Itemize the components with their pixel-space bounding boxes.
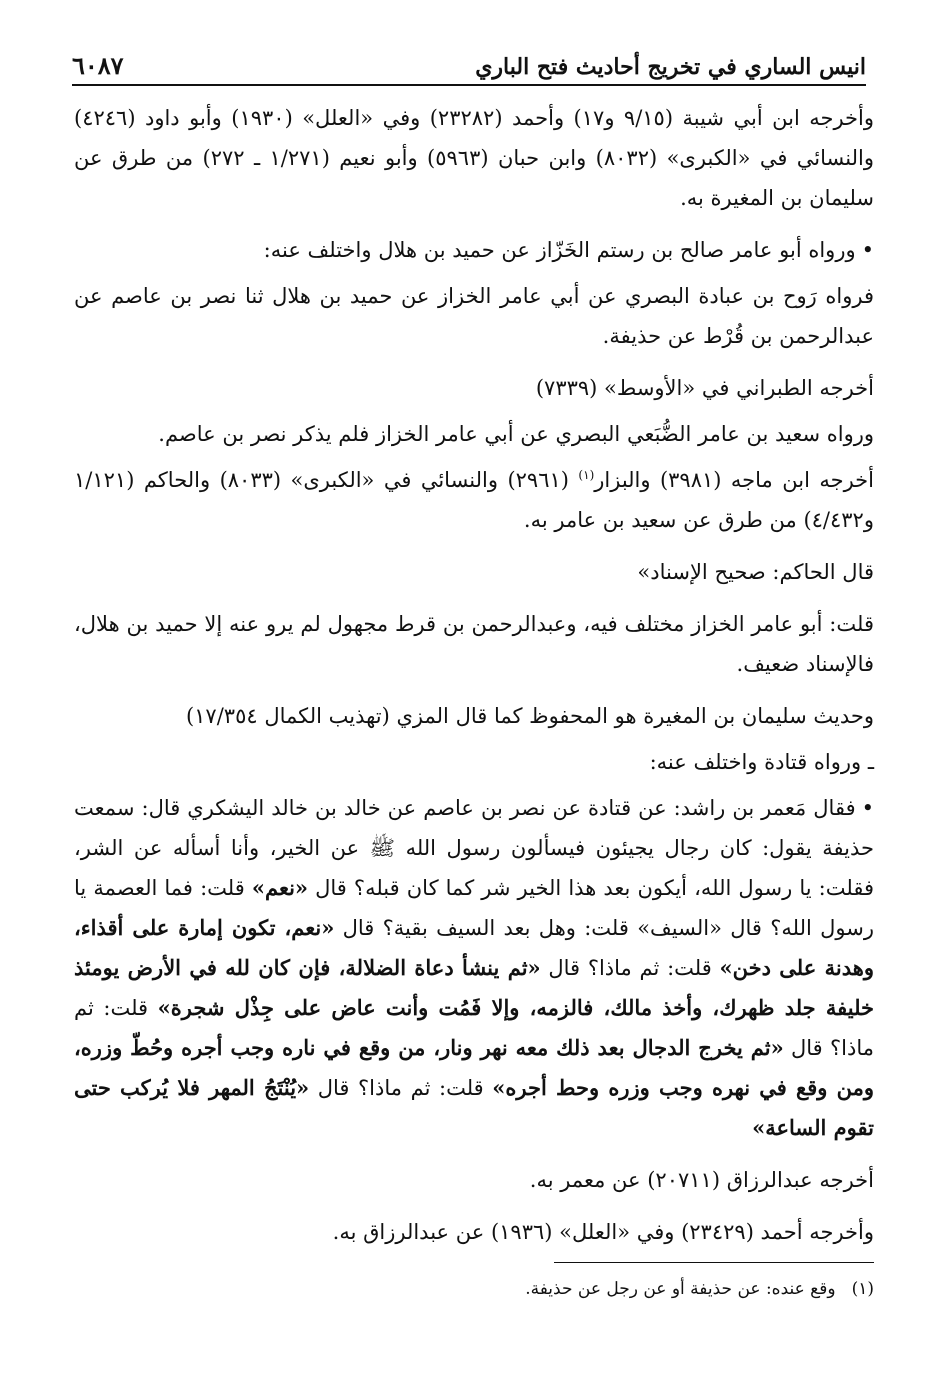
footnote-divider: [554, 1262, 874, 1263]
book-title: انيس الساري في تخريج أحاديث فتح الباري: [475, 54, 866, 80]
paragraph-9: وحديث سليمان بن المغيرة هو المحفوظ كما قال المزي (تهذيب الكمال ١٧/٣٥٤): [185, 704, 874, 728]
paragraph-1: وأخرجه ابن أبي شيبة (٩/١٥ و١٧) وأحمد (٢٣٢٨٢) وفي «العلل» (١٩٣٠) وأبو داود (٤٢٤٦) والنسائي في «الكبرى» (٨٠٣٢) وابن حبان (٥٩٦٣) وأبو نعيم (١/٢٧١ ـ ٢٧٢) من طرق عن سليمان بن المغيرة به.: [74, 106, 875, 210]
paragraph-6: [74, 460, 874, 540]
paragraph-4: أخرجه الطبراني في «الأوسط» (٧٣٣٩): [535, 376, 874, 400]
paragraph-6-part-b: (٢٩٦١) والنسائي في «الكبرى» (٨٠٣٣) والحاكم (١/١٢١ و٤/٤٣٢) من طرق عن سعيد بن عامر به.: [74, 468, 874, 532]
footnote-ref[interactable]: (١): [578, 468, 595, 482]
paragraph-13: وأخرجه أحمد (٢٣٤٢٩) وفي «العلل» (١٩٣٦) عن عبدالرزاق به.: [332, 1220, 874, 1244]
footnote: [74, 1275, 874, 1303]
hadith-intro: فقال مَعمر بن راشد: عن قتادة عن نصر بن عاصم عن خالد بن خالد اليشكري قال: سمعت حذيفة يقول: كان رجال يجيئون فيسألون رسول الله ﷺ عن الخير، وأنا أسأله عن الشر، فقلت: يا رسول الله، أيكون بعد هذا الخير شر كما كان قبله؟ قال: [74, 796, 874, 900]
bullet-icon: •: [861, 796, 874, 820]
paragraph-6-part-a: أخرجه ابن ماجه (٣٩٨١) والبزار: [594, 468, 874, 492]
paragraph-5: ورواه سعيد بن عامر الضُّبَعي البصري عن أبي عامر الخزاز فلم يذكر نصر بن عاصم.: [158, 422, 874, 446]
hadith-quote: «نعم»: [251, 875, 309, 900]
paragraph-12: أخرجه عبدالرزاق (٢٠٧١١) عن معمر به.: [529, 1168, 874, 1192]
hadith-quote: «ثم ينشأ دعاة الضلالة، فإن كان لله في الأرض يومئذ خليفة جلد ظهرك، وأخذ مالك، فالزمه، وإلا فَمُت وأنت عاض على جِذْل شجرة»: [74, 955, 875, 1020]
hadith-question: قلت: ثم ماذا؟ قال: [540, 956, 720, 980]
hadith-quote: «ثم يخرج الدجال بعد ذلك معه نهر ونار، من وقع في ناره وجب أجره وحُطّ وزره، ومن وقع في نهره وجب وزره وحط أجره»: [74, 1035, 874, 1100]
footnote-text: وقع عنده: عن حذيفة أو عن رجل عن حذيفة.: [525, 1279, 836, 1299]
hadith-quote: «يُنْتَجُ المهر فلا يُركب حتى تقوم الساعة»: [74, 1075, 874, 1140]
page-number: ٦٠٨٧: [72, 51, 124, 80]
footnote-number: (١): [851, 1279, 874, 1299]
paragraph-10: ـ ورواه قتادة واختلف عنه:: [649, 750, 874, 774]
paragraph-2-text: ورواه أبو عامر صالح بن رستم الخَزّاز عن حميد بن هلال واختلف عنه:: [263, 238, 856, 262]
hadith-question: قلت: فما العصمة يا رسول الله؟ قال «السيف» قلت: وهل بعد السيف بقية؟ قال: [74, 876, 874, 940]
paragraph-11: [74, 788, 874, 1148]
hadith-quote: «نعم، تكون إمارة على أقذاء، وهدنة على دخن»: [74, 915, 874, 980]
paragraph-3: فرواه رَوح بن عبادة البصري عن أبي عامر الخزاز عن حميد بن هلال ثنا نصر بن عاصم عن عبدالرحمن بن قُرْط عن حذيفة.: [74, 284, 874, 348]
running-header: [72, 38, 866, 86]
paragraph-8: قلت: أبو عامر الخزاز مختلف فيه، وعبدالرحمن بن قرط مجهول لم يرو عنه إلا حميد بن هلال، فالإسناد ضعيف.: [74, 612, 874, 676]
hadith-question: قلت: ثم ماذا؟ قال: [309, 1076, 493, 1100]
paragraph-2: [74, 230, 874, 270]
bullet-icon: •: [861, 238, 874, 262]
body-text: [74, 98, 874, 1264]
hadith-question: قلت: ثم ماذا؟ قال: [74, 996, 874, 1060]
paragraph-7: قال الحاكم: صحيح الإسناد»: [637, 560, 874, 584]
